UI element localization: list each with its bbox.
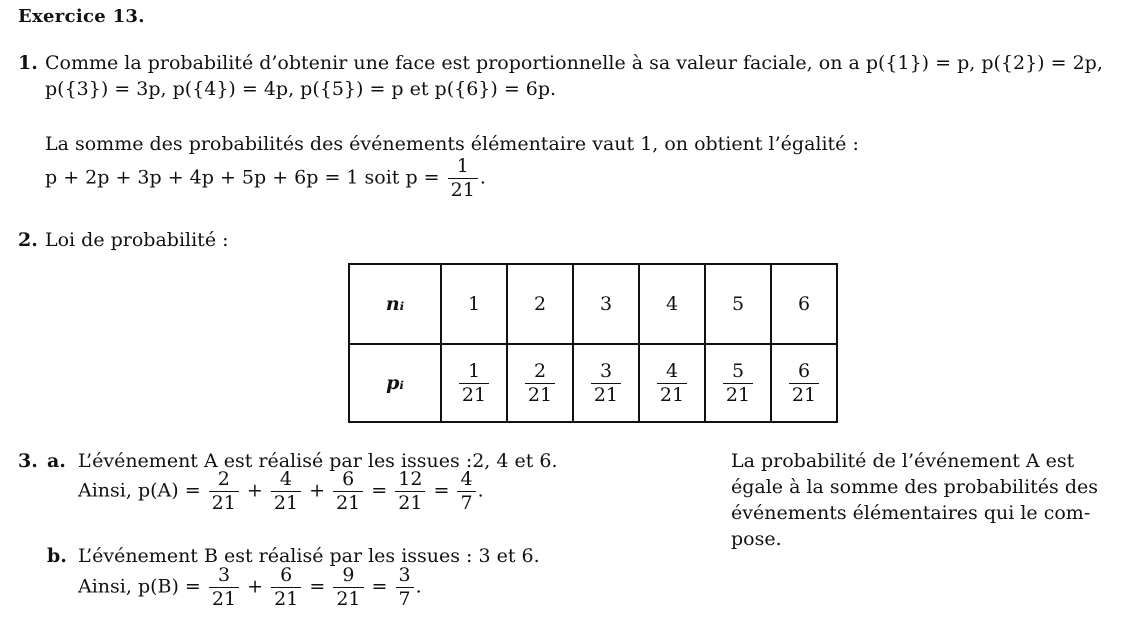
q2-label: Loi de probabilité : xyxy=(45,229,229,251)
q3b-line1: L’événement B est réalisé par les issues : 3 et 6. xyxy=(78,545,540,567)
denominator: 21 xyxy=(657,383,687,405)
q3-number: 3. xyxy=(18,450,38,472)
numerator: 6 xyxy=(797,359,811,382)
operator: = xyxy=(371,479,388,502)
denominator: 21 xyxy=(271,587,301,609)
q3a-prefix: Ainsi, p(A) = xyxy=(78,479,201,502)
numerator: 3 xyxy=(599,359,613,382)
operator: = xyxy=(371,575,388,598)
denominator: 21 xyxy=(209,587,239,609)
denominator: 21 xyxy=(271,491,301,513)
numerator: 9 xyxy=(342,564,355,586)
denominator: 7 xyxy=(396,587,414,609)
operator: + xyxy=(309,479,326,502)
numerator: 6 xyxy=(342,468,355,490)
denominator: 21 xyxy=(459,383,489,405)
denominator: 21 xyxy=(448,178,478,200)
operator: + xyxy=(246,479,263,502)
numerator: 12 xyxy=(398,468,423,490)
denominator: 21 xyxy=(333,587,363,609)
numerator: 5 xyxy=(731,359,745,382)
q1-equation xyxy=(45,157,486,200)
numerator: 3 xyxy=(217,564,231,586)
fraction xyxy=(209,470,239,513)
note-line: événements élémentaires qui le com- xyxy=(731,502,1091,524)
q3a-line1: L’événement A est réalisé par les issues :2, 4 et 6. xyxy=(78,450,558,472)
denominator: 21 xyxy=(333,491,363,513)
period: . xyxy=(479,166,486,189)
table-row-probabilities xyxy=(349,344,837,422)
denominator: 21 xyxy=(591,383,621,405)
q2-number: 2. xyxy=(18,229,38,251)
table-cell xyxy=(441,344,507,422)
table-cell: 6 xyxy=(771,264,837,344)
note-line: La probabilité de l’événement A est xyxy=(731,450,1075,472)
numerator: 4 xyxy=(460,468,473,490)
denominator: 21 xyxy=(525,383,555,405)
table-cell: 1 xyxy=(441,264,507,344)
q1-equation-text: p + 2p + 3p + 4p + 5p + 6p = 1 soit p = xyxy=(45,166,440,189)
period: . xyxy=(415,575,422,598)
table-cell xyxy=(639,344,705,422)
q3a-equation xyxy=(78,470,484,513)
q1-number: 1. xyxy=(18,52,38,74)
fraction xyxy=(395,470,425,513)
denominator: 7 xyxy=(457,491,475,513)
q1-line1: Comme la probabilité d’obtenir une face est proportionnelle à sa valeur faciale, on a p({1}) = p, p({2}) = 2p, xyxy=(45,52,1103,74)
numerator: 4 xyxy=(665,359,679,382)
denominator: 21 xyxy=(723,383,753,405)
fraction xyxy=(333,566,363,609)
fraction xyxy=(209,566,239,609)
q1-line3: La somme des probabilités des événements élémentaire vaut 1, on obtient l’égalité : xyxy=(45,133,859,155)
table-cell: 4 xyxy=(639,264,705,344)
numerator: 2 xyxy=(217,468,230,490)
exercise-title: Exercice 13. xyxy=(18,6,145,27)
q3a-letter: a. xyxy=(47,450,66,472)
q1-line2: p({3}) = 3p, p({4}) = 4p, p({5}) = p et p({6}) = 6p. xyxy=(45,78,557,100)
fraction xyxy=(457,470,475,513)
q3b-equation xyxy=(78,566,422,609)
numerator: 2 xyxy=(533,359,547,382)
fraction xyxy=(396,566,414,609)
denominator: 21 xyxy=(395,491,425,513)
table-cell xyxy=(573,344,639,422)
operator: = xyxy=(309,575,326,598)
row-head-n: nᵢ xyxy=(349,264,441,344)
operator: + xyxy=(247,575,264,598)
operator: = xyxy=(433,479,450,502)
fraction xyxy=(333,470,363,513)
table-cell xyxy=(771,344,837,422)
table-row-values xyxy=(349,264,837,344)
fraction-one-over-21 xyxy=(448,157,478,200)
table-cell: 5 xyxy=(705,264,771,344)
table-cell xyxy=(705,344,771,422)
note-line: égale à la somme des probabilités des xyxy=(731,476,1099,498)
denominator: 21 xyxy=(789,383,819,405)
fraction xyxy=(271,470,301,513)
note-line: pose. xyxy=(731,528,782,550)
period: . xyxy=(477,479,484,502)
side-note xyxy=(731,448,1105,552)
numerator: 1 xyxy=(456,155,469,177)
numerator: 4 xyxy=(279,468,292,490)
numerator: 6 xyxy=(280,564,293,586)
table-cell: 3 xyxy=(573,264,639,344)
fraction xyxy=(271,566,301,609)
numerator: 1 xyxy=(467,359,481,382)
q3b-letter: b. xyxy=(47,545,67,567)
denominator: 21 xyxy=(209,491,239,513)
probability-table xyxy=(348,263,838,423)
numerator: 3 xyxy=(398,564,411,586)
table-cell: 2 xyxy=(507,264,573,344)
table-cell xyxy=(507,344,573,422)
q3b-prefix: Ainsi, p(B) = xyxy=(78,575,201,598)
row-head-p: pᵢ xyxy=(349,344,441,422)
